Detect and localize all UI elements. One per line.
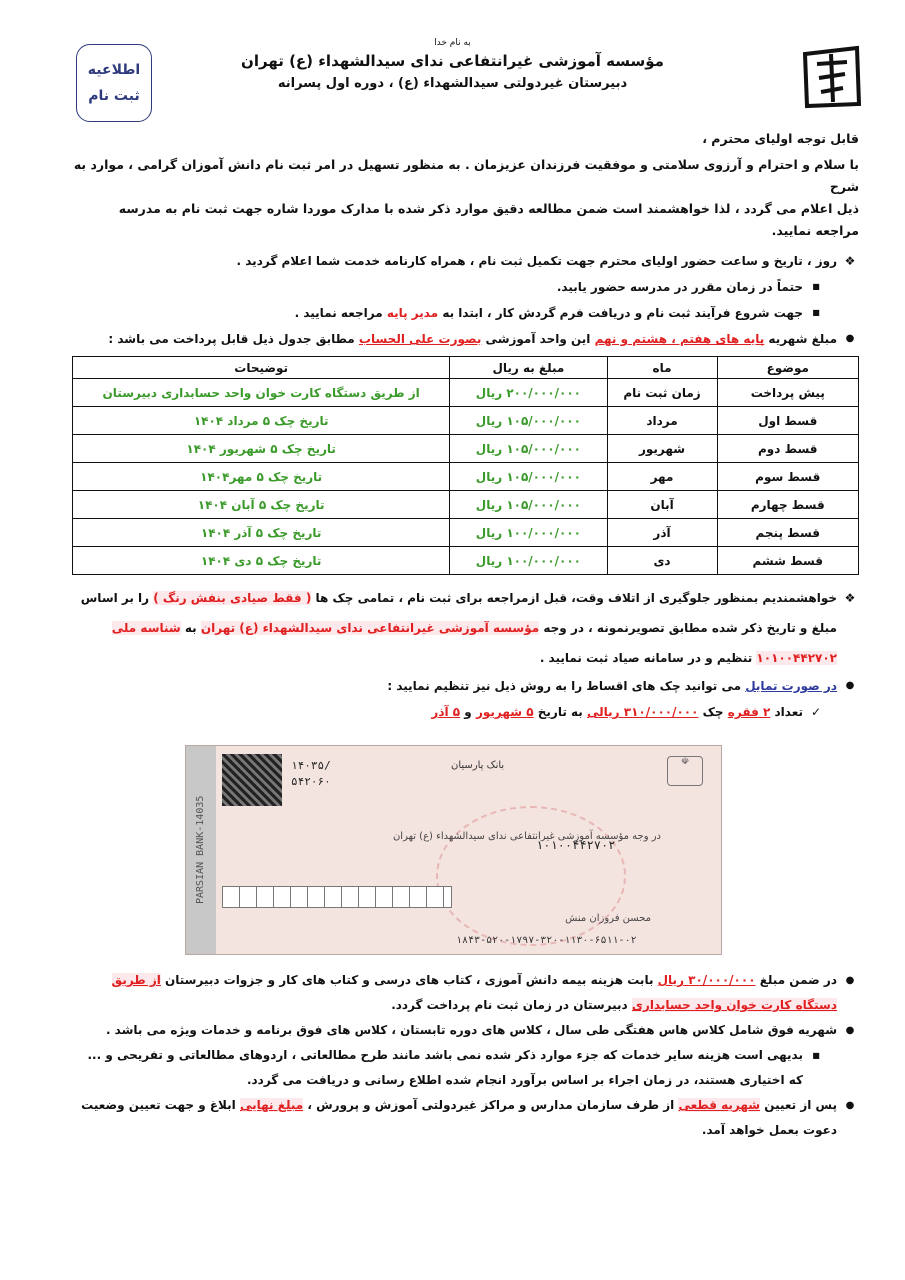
- square-bullet-icon: ■: [812, 308, 820, 317]
- cheque-bank-name: بانک پارسیان: [451, 760, 505, 771]
- cheque-serial: ۱۴۰۳۵/ ۵۴۲۰۶۰: [291, 759, 331, 788]
- bullet-cheque-info: ❖ خواهشمندیم بمنظور جلوگیری از اتلاف وقت، قبل ازمراجعه برای ثبت نام ، تمامی چک ها ( فقط صیادی بنفش رنگ ) را بر اساس مبلغ و تاریخ ذکر شده مطابق تصویرنمونه ، در وجه مؤسسه آموزشی غیرانتفاعی ندای سیدالشهداء (ع) تهران به شناسه ملی ۱۰۱۰۰۴۴۲۷۰۲ تنظیم و در سامانه صیاد ثبت نمایید .: [72, 583, 859, 673]
- bullet-cheque-count: ✓ تعداد ۲ فقره چک ۳۱۰/۰۰۰/۰۰۰ ریالی به تاریخ ۵ شهریور و ۵ آذر: [72, 699, 859, 725]
- diamond-bullet-icon: ❖: [844, 591, 856, 605]
- table-row: قسط دوم شهریور ۱۰۵/۰۰۰/۰۰۰ ریال تاریخ چک ۵ شهریور ۱۴۰۴: [73, 435, 859, 463]
- col-amount: مبلغ به ریال: [450, 357, 607, 379]
- bullet-tuition: ● مبلغ شهریه پایه های هفتم ، هشتم و نهم این واحد آموزشی بصورت علی الحساب مطابق جدول ذیل قابل پرداخت می باشد :: [72, 326, 859, 352]
- round-bullet-icon: ●: [845, 1100, 855, 1111]
- intro-line-2: ذیل اعلام می گردد ، لذا خواهشمند است ضمن مطالعه دقیق موارد ذکر شده با مدارک موردا شاره جهت ثبت نام به مدرسه مراجعه نمایید.: [118, 201, 859, 238]
- bullet-start-process: ■ جهت شروع فرآیند ثبت نام و دریافت فرم گردش کار ، ابتدا به مدیر پایه مراجعه نمایید .: [72, 300, 859, 326]
- bullet-extra-services: ■ بدیهی است هزینه سایر خدمات که جزء موارد ذکر شده نمی باشد مانند طرح مطالعاتی ، اردوهای مطالعاتی و تفریحی و ... که اختیاری هستند، در زمان اجراء بر اساس برآورد انجام شده اطلاع رسانی و دریافت می گردد.: [72, 1043, 859, 1093]
- bullet-attend: ■ حتماً در زمان مقرر در مدرسه حضور یابید.: [72, 274, 859, 300]
- round-bullet-icon: ●: [845, 975, 855, 986]
- square-bullet-icon: ■: [812, 282, 820, 291]
- table-row: قسط سوم مهر ۱۰۵/۰۰۰/۰۰۰ ریال تاریخ چک ۵ مهر۱۴۰۴: [73, 463, 859, 491]
- notice-subtitle: ثبت نام: [88, 88, 140, 104]
- cheque-watermark: [436, 806, 626, 946]
- table-row: قسط پنجم آذر ۱۰۰/۰۰۰/۰۰۰ ریال تاریخ چک ۵ آذر ۱۴۰۴: [73, 519, 859, 547]
- cheque-payee: در وجه مؤسسه آموزشی غیرانتفاعی ندای سیدالشهداء (ع) تهران: [392, 831, 661, 842]
- cheque-side-strip: 14035-PARSIAN BANK: [186, 746, 216, 954]
- cheque-qr-code: [222, 754, 282, 806]
- bullet-tuition-includes: ● شهریه فوق شامل کلاس هاس هفتگی طی سال ، کلاس های دوره تابستان ، کلاس های فوق برنامه و خدمات ویژه می باشد .: [72, 1018, 859, 1043]
- emblem-icon: ☫: [667, 756, 703, 786]
- besmellah: به نام خدا: [434, 38, 471, 48]
- bullet-schedule: ❖ روز ، تاریخ و ساعت حضور اولیای محترم جهت تکمیل ثبت نام ، همراه کارنامه خدمت شما اعلام گردید .: [72, 248, 859, 274]
- intro-line-1: با سلام و احترام و آرزوی سلامتی و موفقیت فرزندان عزیزمان . به منظور تسهیل در امر ثبت نام دانش آموزان گرامی ، موارد به شرح: [73, 157, 859, 194]
- col-subject: موضوع: [717, 357, 858, 379]
- bullet-optional-cheques: ● در صورت تمایل می توانید چک های اقساط را به روش ذیل نیز تنظیم نمایید :: [72, 673, 859, 699]
- col-month: ماه: [607, 357, 717, 379]
- school-logo: [797, 44, 867, 110]
- institute-title: مؤسسه آموزشی غیرانتفاعی ندای سیدالشهداء (ع) تهران: [241, 52, 664, 70]
- cheque-bottom-code: ۱۸۴۳-۵۲۰-۱۷۹۷-۳۲۰-۱۱۳۰-۶۵۱۱-۰۲: [456, 935, 637, 946]
- cheque-signer: محسن فروزان منش: [565, 913, 651, 924]
- round-bullet-icon: ●: [845, 1025, 855, 1036]
- round-bullet-icon: ●: [845, 680, 855, 691]
- bullet-final-tuition: ● پس از تعیین شهریه قطعی از طرف سازمان مدارس و مراکز غیردولتی آموزش و پرورش ، مبلغ نهایی ابلاغ و جهت تعیین وضعیت دعوت بعمل خواهد آمد.: [72, 1093, 859, 1143]
- greeting: قابل توجه اولیای محترم ،: [702, 131, 859, 146]
- check-icon: ✓: [810, 705, 822, 719]
- table-header-row: [73, 357, 859, 379]
- table-row: قسط اول مرداد ۱۰۵/۰۰۰/۰۰۰ ریال تاریخ چک ۵ مرداد ۱۴۰۴: [73, 407, 859, 435]
- round-bullet-icon: ●: [845, 333, 855, 344]
- notice-title: اطلاعیه: [87, 62, 141, 78]
- cheque-national-id: ۱۰۱۰۰۴۴۲۷۰۲: [536, 838, 616, 852]
- main-content: [72, 128, 859, 725]
- bottom-notes: [72, 968, 859, 1143]
- diamond-bullet-icon: ❖: [844, 254, 856, 268]
- bullet-insurance: ● در ضمن مبلغ ۳۰/۰۰۰/۰۰۰ ریال بابت هزینه بیمه دانش آموزی ، کتاب های درسی و کتاب های کار و جزوات دبیرستان از طریق دستگاه کارت خوان واحد حسابداری دبیرستان در زمان ثبت نام پرداخت گردد.: [72, 968, 859, 1018]
- table-row: پیش پرداخت زمان ثبت نام ۲۰۰/۰۰۰/۰۰۰ ریال از طریق دستگاه کارت خوان واحد حسابداری دبیرستان: [73, 379, 859, 407]
- notice-badge: [76, 44, 152, 122]
- cheque-amount-boxes: [222, 886, 452, 908]
- square-bullet-icon: ■: [812, 1051, 820, 1060]
- sample-cheque-image: [185, 745, 722, 955]
- page-header: [0, 38, 905, 128]
- school-subtitle: دبیرستان غیردولتی سیدالشهداء (ع) ، دوره اول پسرانه: [277, 76, 628, 91]
- table-row: قسط ششم دی ۱۰۰/۰۰۰/۰۰۰ ریال تاریخ چک ۵ دی ۱۴۰۴: [73, 547, 859, 575]
- fees-table: [72, 356, 859, 575]
- col-notes: توضیحات: [73, 357, 450, 379]
- table-row: قسط چهارم آبان ۱۰۵/۰۰۰/۰۰۰ ریال تاریخ چک ۵ آبان ۱۴۰۴: [73, 491, 859, 519]
